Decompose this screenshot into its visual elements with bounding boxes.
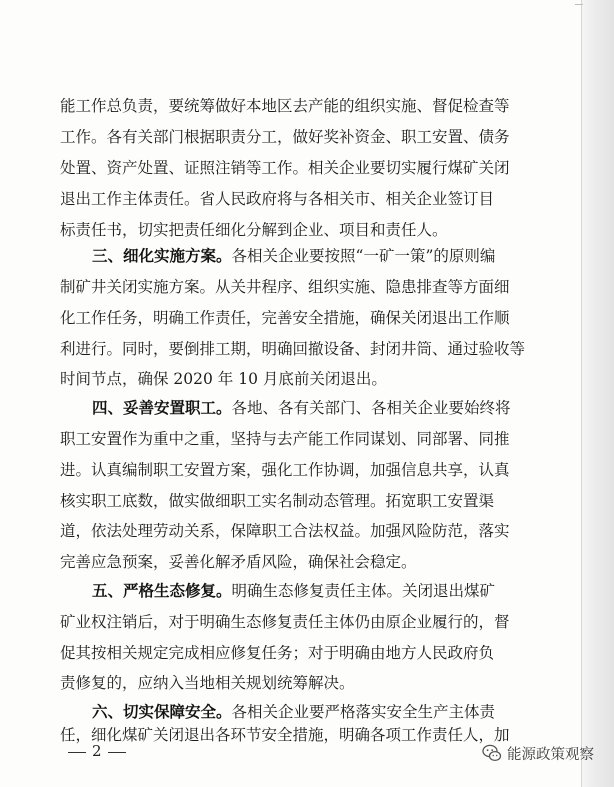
body-line: 矿业权注销后，对于明确生态修复责任主体仍由原企业履行的，督 <box>60 613 510 631</box>
body-line: 责修复的，应纳入当地相关规划统筹解决。 <box>60 674 355 692</box>
page-number <box>62 740 132 762</box>
section-first-text: 各相关企业要严格落实安全生产主体责 <box>231 703 496 721</box>
body-line: 职工安置作为重中之重，坚持与去产能工作同谋划、同部署、同推 <box>60 430 510 448</box>
scan-edge-shadow <box>582 0 614 787</box>
body-line: 退出工作主体责任。省人民政府将与各相关市、相关企业签订目 <box>60 190 495 208</box>
section-heading: 四、妥善安置职工。 <box>92 399 232 417</box>
scan-top-mark <box>575 4 583 5</box>
body-line: 任，细化煤矿关闭退出各环节安全措施，明确各项工作责任人，加 <box>60 726 510 744</box>
section-heading: 三、细化实施方案。 <box>92 247 232 265</box>
section-heading: 六、切实保障安全。 <box>92 703 232 721</box>
body-line: 能工作总负责，要统筹做好本地区去产能的组织实施、督促检查等 <box>60 97 510 115</box>
body-line: 核实职工底数，做实做细职工实名制动态管理。拓宽职工安置渠 <box>60 492 495 510</box>
body-line: 促其按相关规定完成相应修复任务；对于明确由地方人民政府负 <box>60 644 495 662</box>
section-first-line <box>92 578 495 604</box>
body-line: 工作。各有关部门根据职责分工，做好奖补资金、职工安置、债务 <box>60 128 510 146</box>
section-first-line <box>92 243 495 269</box>
body-line: 处置、资产处置、证照注销等工作。相关企业要切实履行煤矿关闭 <box>60 159 510 177</box>
body-line: 时间节点，确保 2020 年 10 月底前关闭退出。 <box>60 370 387 388</box>
body-line: 标责任书，切实把责任细化分解到企业、项目和责任人。 <box>60 221 448 239</box>
watermark <box>482 740 594 766</box>
page-number-value: 2 <box>92 742 102 760</box>
body-line: 完善应急预案，妥善化解矛盾风险，确保社会稳定。 <box>60 553 417 571</box>
section-first-text: 各相关企业要按照“一矿一策”的原则编 <box>231 247 496 265</box>
wechat-icon <box>482 743 502 763</box>
page-number-dash-right <box>108 752 126 753</box>
watermark-text: 能源政策观察 <box>507 746 594 763</box>
section-first-line <box>92 395 511 421</box>
section-first-text: 明确生态修复责任主体。关闭退出煤矿 <box>231 582 496 600</box>
section-first-text: 各地、各有关部门、各相关企业要始终将 <box>231 399 511 417</box>
body-line: 化工作任务，明确工作责任，完善安全措施，确保关闭退出工作顺 <box>60 309 510 327</box>
body-line: 利进行。同时，要倒排工期，明确回撤设备、封闭井筒、通过验收等 <box>60 340 526 358</box>
body-line: 制矿井关闭实施方案。从关井程序、组织实施、隐患排查等方面细 <box>60 278 510 296</box>
page-number-dash-left <box>68 752 86 753</box>
body-line: 道，依法处理劳动关系，保障职工合法权益。加强风险防范，落实 <box>60 522 510 540</box>
section-heading: 五、严格生态修复。 <box>92 582 232 600</box>
body-line: 进。认真编制职工安置方案，强化工作协调，加强信息共享，认真 <box>60 461 510 479</box>
